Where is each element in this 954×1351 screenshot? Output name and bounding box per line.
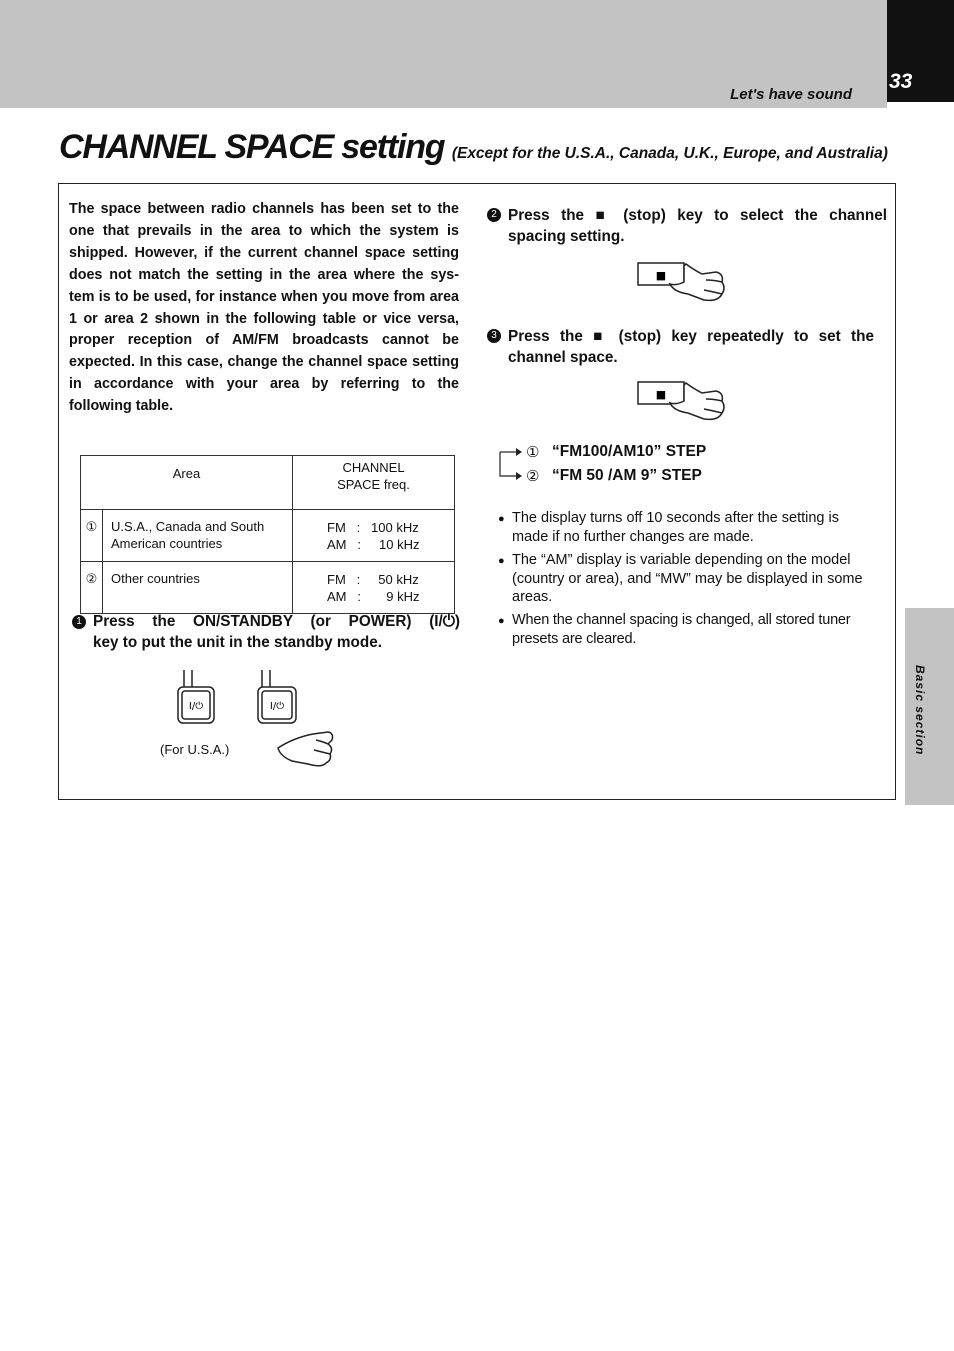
table-row-freq xyxy=(293,562,455,614)
standby-key-1-label: I/⏻ xyxy=(188,701,204,712)
stop-key-label: ■ xyxy=(655,269,667,282)
cycle-arrow-icon xyxy=(496,446,524,482)
option-2-number: ② xyxy=(526,468,540,485)
table-header-freq-line2: SPACE freq. xyxy=(337,477,410,492)
page-number: 33 xyxy=(889,70,913,93)
table-row-number: ② xyxy=(81,562,103,614)
table-row-freq xyxy=(293,510,455,562)
table-row xyxy=(81,510,455,562)
table-row-area: U.S.A., Canada and South American countries xyxy=(103,510,293,562)
fm-value: FM : 100 kHz xyxy=(327,520,419,535)
intro-paragraph: The space between radio channels has been set to the one that prevails in the area to which the system is shipped. However, if the current channel space setting does not match the setting in the area where the sys- tem is to be used, for instance when you move from area 1 or area 2 shown in the following table or vice versa, proper reception of AM/FM broadcasts cannot be expected. In this case, change the channel space setting in accordance with your area by referring to the following table. xyxy=(69,201,459,415)
fm-value: FM : 50 kHz xyxy=(327,572,419,587)
step-3-number: 3 xyxy=(487,329,501,343)
stop-key-illustration-1 xyxy=(636,260,731,306)
bullet-icon: ● xyxy=(498,615,505,627)
step-3-line2: channel space. xyxy=(508,349,618,366)
step-2-line2: spacing setting. xyxy=(508,228,625,245)
option-1-text: “FM100/AM10” STEP xyxy=(552,443,707,460)
step-2-line1: Press the ■ (stop) key to select the channel xyxy=(508,207,887,224)
stop-key-illustration-2 xyxy=(636,379,731,425)
note-3: When the channel spacing is changed, all stored tuner presets are cleared. xyxy=(512,612,851,647)
table-row-area: Other countries xyxy=(103,562,293,614)
note-2: The “AM” display is variable depending on the model (country or area), and “MW” may be displayed in some areas. xyxy=(512,552,863,605)
am-value: AM : 9 kHz xyxy=(327,589,420,604)
bullet-icon: ● xyxy=(498,555,505,567)
step-1-text xyxy=(93,611,460,653)
step-1-line2: key to put the unit in the standby mode. xyxy=(93,634,382,651)
table-row xyxy=(81,562,455,614)
table-header-freq xyxy=(293,456,455,510)
standby-key-2-label: I/⏻ xyxy=(269,701,285,712)
pointing-hand-icon xyxy=(278,732,333,766)
for-usa-caption: (For U.S.A.) xyxy=(160,742,230,757)
channel-space-table xyxy=(80,455,455,614)
table-header-row xyxy=(81,456,455,510)
step-1-line1: Press the ON/STANDBY (or POWER) (I/⏻) xyxy=(93,613,460,630)
note-1: The display turns off 10 seconds after the setting is made if no further changes are made. xyxy=(512,510,839,545)
section-title: Let's have sound xyxy=(730,86,852,103)
side-tab-label: Basic section xyxy=(913,665,927,756)
page-title xyxy=(59,128,888,167)
stop-key-label: ■ xyxy=(655,388,667,401)
step-3-line1: Press the ■ (stop) key repeatedly to set the xyxy=(508,328,874,345)
step-3-text xyxy=(508,326,874,368)
option-1-number: ① xyxy=(526,444,540,461)
standby-key-illustration xyxy=(168,668,348,773)
title-main: CHANNEL SPACE setting xyxy=(59,128,445,166)
step-1-number: 1 xyxy=(72,615,86,629)
standby-key-2 xyxy=(258,670,296,723)
table-header-area: Area xyxy=(81,456,293,510)
bullet-icon: ● xyxy=(498,513,505,525)
table-header-freq-line1: CHANNEL xyxy=(342,460,405,475)
am-value: AM : 10 kHz xyxy=(327,537,420,552)
title-subtitle: (Except for the U.S.A., Canada, U.K., Europe, and Australia) xyxy=(451,145,888,162)
option-2-text: “FM 50 /AM 9” STEP xyxy=(552,467,702,484)
step-2-number: 2 xyxy=(487,208,501,222)
step-2-text xyxy=(508,205,887,247)
standby-key-1 xyxy=(178,670,214,723)
table-row-number: ① xyxy=(81,510,103,562)
